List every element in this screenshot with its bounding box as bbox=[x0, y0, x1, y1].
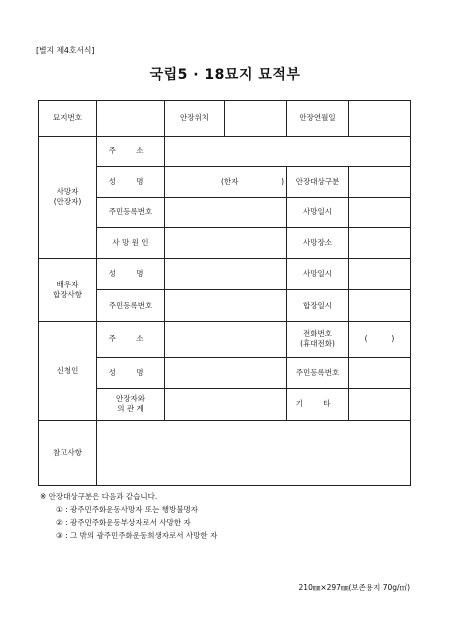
notes bbox=[40, 490, 217, 542]
phone-value[interactable]: ( ) bbox=[349, 321, 411, 357]
relation-value[interactable] bbox=[165, 389, 287, 421]
deceased-name-value[interactable] bbox=[165, 167, 287, 198]
deceased-address-label: 주 소 bbox=[97, 136, 165, 167]
phone-label: 전화번호 (휴대전화) bbox=[287, 321, 349, 357]
death-cause-label: 사 망 원 인 bbox=[97, 228, 165, 259]
joint-burial-date-label: 합장일시 bbox=[287, 290, 349, 322]
applicant-resident-number-value[interactable] bbox=[349, 357, 411, 389]
deceased-name-label: 성 명 bbox=[97, 167, 165, 198]
page-title: 국립5 · 18묘지 묘적부 bbox=[149, 67, 301, 83]
burial-date-label: 안장연월일 bbox=[287, 101, 349, 137]
applicant-name-label: 성 명 bbox=[97, 357, 165, 389]
burial-location-label: 안장위치 bbox=[165, 101, 225, 137]
grave-number-label: 묘지번호 bbox=[39, 101, 97, 137]
deceased-resident-number-label: 주민등록번호 bbox=[97, 197, 165, 228]
applicant-address-label: 주 소 bbox=[97, 321, 165, 357]
death-cause-value[interactable] bbox=[165, 228, 287, 259]
death-place-label: 사망장소 bbox=[287, 228, 349, 259]
hanja-open: (한자 bbox=[221, 177, 239, 187]
deceased-resident-number-value[interactable] bbox=[165, 197, 287, 228]
grave-number-value[interactable] bbox=[97, 101, 165, 137]
spouse-death-date-label: 사망일시 bbox=[287, 258, 349, 290]
paper-size: 210㎜×297㎜(보존용지 70g/㎡) bbox=[298, 583, 410, 592]
death-date-label: 사망일시 bbox=[287, 197, 349, 228]
joint-burial-date-value[interactable] bbox=[349, 290, 411, 322]
burial-date-value[interactable] bbox=[349, 101, 411, 137]
notes-header: ※ 안장대상구분은 다음과 같습니다. bbox=[40, 492, 158, 501]
form-reference: [별지 제4호서식] bbox=[36, 46, 95, 55]
burial-category-value[interactable] bbox=[349, 167, 411, 198]
spouse-section-label: 배우자 합장사항 bbox=[39, 258, 97, 321]
other-label: 기 타 bbox=[287, 389, 349, 421]
relation-label: 안장자와 의 관 계 bbox=[97, 389, 165, 421]
hanja-close: ) bbox=[281, 177, 284, 187]
note-item: ③ : 그 밖의 광주민주화운동희생자로서 사망한 자 bbox=[56, 531, 218, 540]
burial-category-label: 안장대상구분 bbox=[287, 167, 349, 198]
deceased-section-label: 사망자 (안장자) bbox=[39, 136, 97, 258]
applicant-name-value[interactable] bbox=[165, 357, 287, 389]
remarks-value[interactable] bbox=[97, 420, 411, 485]
death-place-value[interactable] bbox=[349, 228, 411, 259]
spouse-name-label: 성 명 bbox=[97, 258, 165, 290]
spouse-resident-number-value[interactable] bbox=[165, 290, 287, 322]
other-value[interactable] bbox=[349, 389, 411, 421]
deceased-address-value[interactable] bbox=[165, 136, 411, 167]
applicant-resident-number-label: 주민등록번호 bbox=[287, 357, 349, 389]
burial-location-value[interactable] bbox=[225, 101, 287, 137]
applicant-section-label: 신청인 bbox=[39, 321, 97, 420]
applicant-address-value[interactable] bbox=[165, 321, 287, 357]
spouse-resident-number-label: 주민등록번호 bbox=[97, 290, 165, 322]
spouse-death-date-value[interactable] bbox=[349, 258, 411, 290]
death-date-value[interactable] bbox=[349, 197, 411, 228]
note-item: ② : 광주민주화운동부상자로서 사망한 자 bbox=[56, 518, 191, 527]
spouse-name-value[interactable] bbox=[165, 258, 287, 290]
remarks-label: 참고사항 bbox=[39, 420, 97, 485]
grave-record-table bbox=[38, 100, 411, 486]
note-item: ① : 광주민주화운동사망자 또는 행방불명자 bbox=[56, 505, 198, 514]
